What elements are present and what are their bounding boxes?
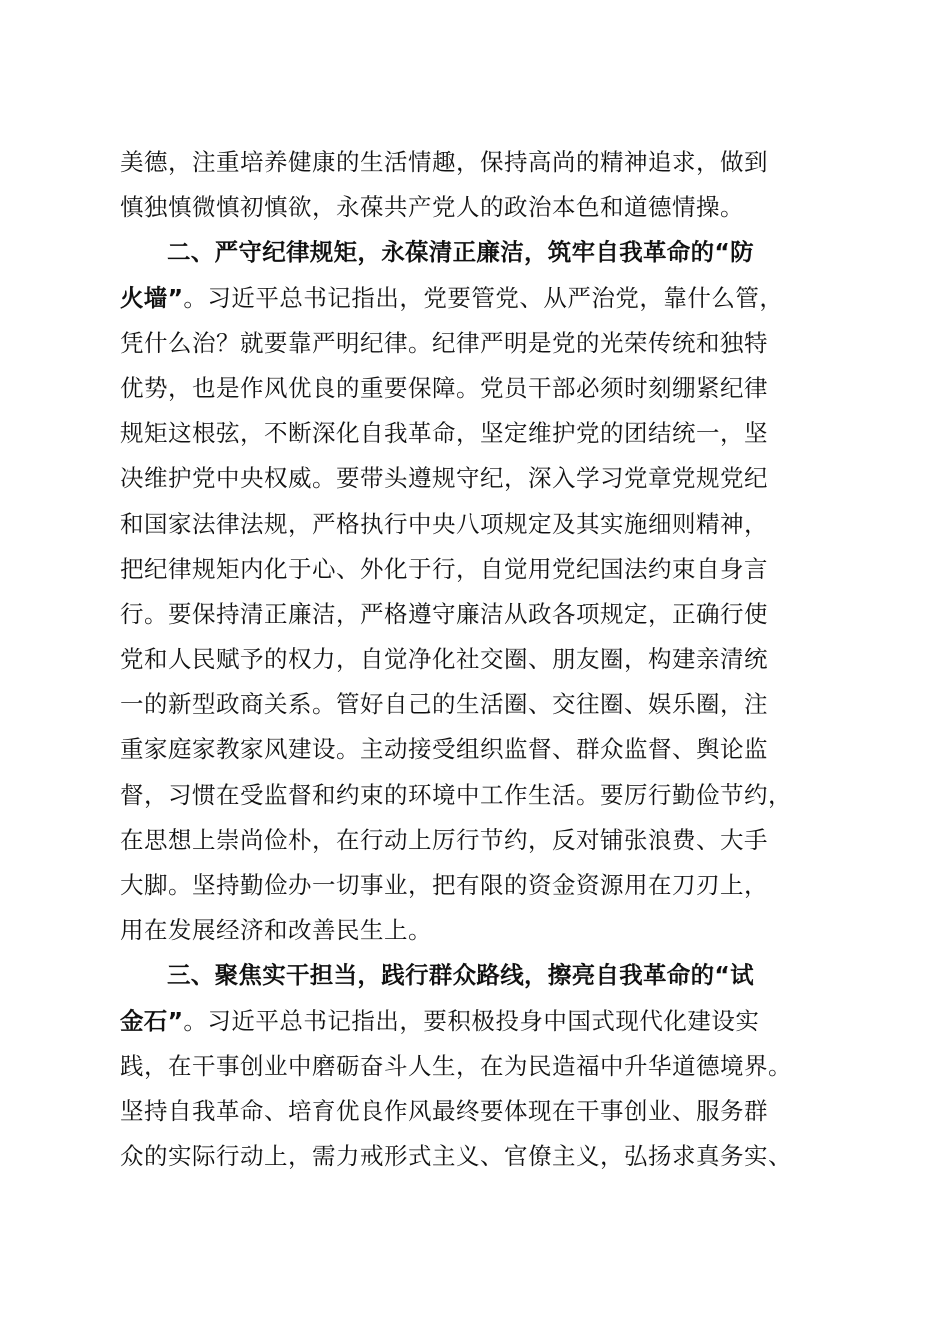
body-line: 督，习惯在受监督和约束的环境中工作生活。要厉行勤俭节约， [120,780,792,809]
body-line: 和国家法律法规，严格执行中央八项规定及其实施细则精神， [120,509,768,538]
body-line: 众的实际行动上，需力戒形式主义、官僚主义，弘扬求真务实、 [120,1142,792,1171]
body-line: 党和人民赋予的权力，自觉净化社交圈、朋友圈，构建亲清统 [120,645,768,674]
body-line: 一的新型政商关系。管好自己的生活圈、交往圈、娱乐圈，注 [120,690,768,719]
document-body [120,140,850,1179]
section-three-heading-continuation [120,999,850,1044]
section-two-first-sentence: 。习近平总书记指出，党要管党、从严治党，靠什么管， [183,283,784,312]
body-line: 践，在干事创业中磨砺奋斗人生，在为民造福中升华道德境界。 [120,1051,792,1080]
body-line: 优势，也是作风优良的重要保障。党员干部必须时刻绷紧纪律 [120,373,768,402]
body-line: 凭什么治？就要靠严明纪律。纪律严明是党的光荣传统和独特 [120,328,768,357]
section-two-heading-continuation [120,276,850,321]
section-two-heading: 二、严守纪律规矩，永葆清正廉洁，筑牢自我革命的“防 [167,238,754,267]
body-line: 坚持自我革命、培育优良作风最终要体现在干事创业、服务群 [120,1096,768,1125]
body-line: 美德，注重培养健康的生活情趣，保持高尚的精神追求，做到 [120,148,768,176]
section-three-heading-end: 金石” [120,1006,184,1035]
body-line: 慎独慎微慎初慎欲，永葆共产党人的政治本色和道德情操。 [120,193,744,222]
body-line: 决维护党中央权威。要带头遵规守纪，深入学习党章党规党纪 [120,464,768,493]
body-line: 用在发展经济和改善民生上。 [120,916,432,945]
body-line: 重家庭家教家风建设。主动接受组织监督、群众监督、舆论监 [120,735,768,764]
body-line: 把纪律规矩内化于心、外化于行，自觉用党纪国法约束自身言 [120,554,768,583]
body-line: 规矩这根弦，不断深化自我革命，坚定维护党的团结统一，坚 [120,419,768,448]
body-line: 大脚。坚持勤俭办一切事业，把有限的资金资源用在刀刃上， [120,871,768,899]
body-line: 行。要保持清正廉洁，严格遵守廉洁从政各项规定，正确行使 [120,599,768,628]
section-two-heading-end: 火墙” [120,283,184,312]
section-three-heading: 三、聚焦实干担当，践行群众路线，擦亮自我革命的“试 [167,961,754,990]
body-line: 在思想上崇尚俭朴，在行动上厉行节约，反对铺张浪费、大手 [120,825,768,854]
section-three-first-sentence: 。习近平总书记指出，要积极投身中国式现代化建设实 [183,1006,760,1035]
